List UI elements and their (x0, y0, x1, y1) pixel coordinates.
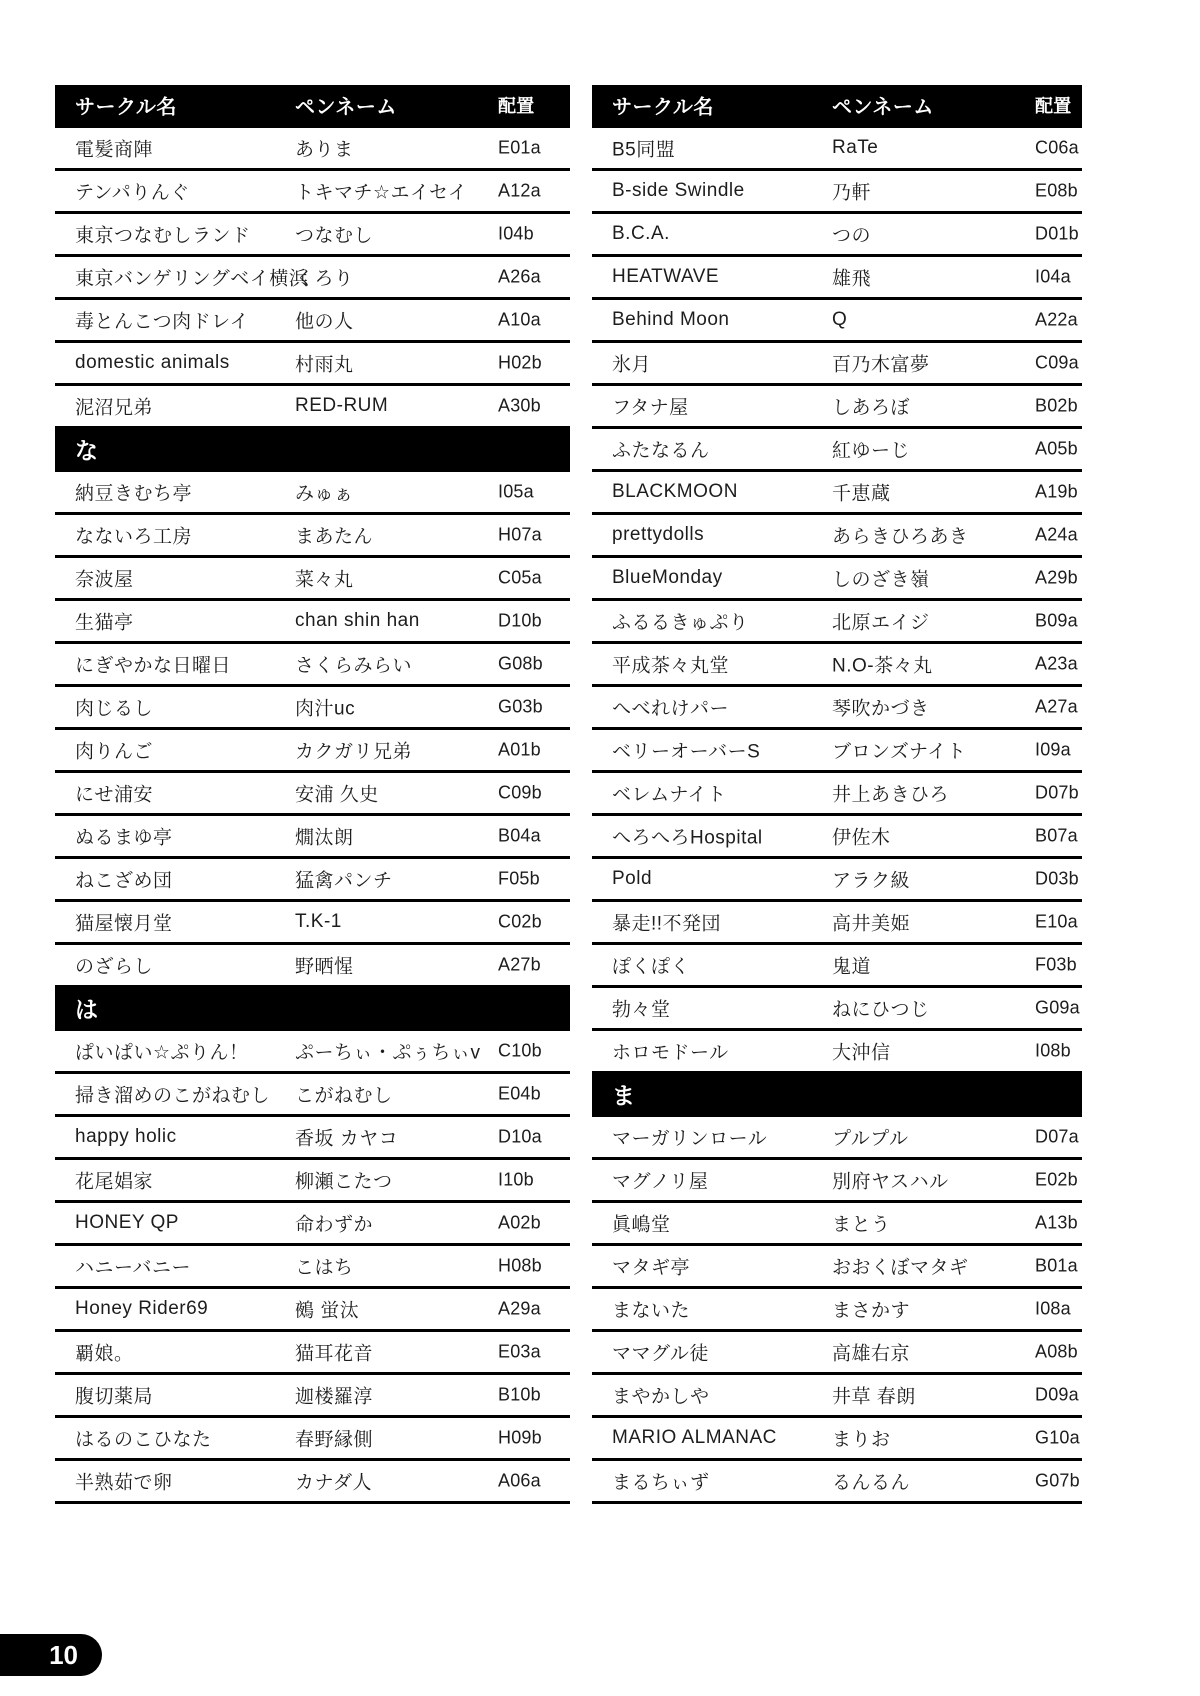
table-row (55, 601, 570, 644)
pen-name-cell: Q (832, 309, 848, 330)
circle-name-cell: Pold (612, 868, 653, 889)
pen-name-cell: おおくぼマタギ (832, 1257, 969, 1279)
placement-cell: E04b (498, 1083, 541, 1104)
pen-name-cell: 百乃木富夢 (832, 354, 930, 376)
circle-name-cell: Honey Rider69 (75, 1298, 209, 1319)
pen-name-cell: 井上あきひろ (832, 784, 950, 806)
table-row (55, 687, 570, 730)
placement-cell: B01a (1035, 1255, 1078, 1276)
placement-cell: B09a (1035, 610, 1078, 631)
pen-name-cell: 鵺 蛍汰 (295, 1300, 360, 1322)
table-row (55, 1246, 570, 1289)
circle-name-cell: 電髪商陣 (75, 139, 154, 161)
circle-name-cell: マーガリンロール (612, 1128, 768, 1150)
table-row (55, 257, 570, 300)
column-header-circle-name: サークル名 (75, 96, 177, 119)
table-row (592, 171, 1082, 214)
circle-name-cell: テンパりんぐ (75, 182, 190, 204)
placement-cell: A22a (1035, 309, 1078, 330)
pen-name-cell: 猛禽パンチ (295, 870, 393, 892)
placement-cell: A05b (1035, 438, 1078, 459)
table-row (55, 300, 570, 343)
pen-name-cell: プルプル (832, 1128, 909, 1150)
circle-name-cell: ベリーオーバーS (612, 741, 761, 763)
pen-name-cell: さくらみらい (295, 655, 413, 677)
placement-cell: B07a (1035, 825, 1078, 846)
pen-name-cell: ねにひつじ (832, 999, 930, 1021)
placement-cell: C10b (498, 1040, 542, 1061)
placement-cell: C09a (1035, 352, 1079, 373)
circle-name-cell: 奈波屋 (75, 569, 134, 591)
placement-cell: D03b (1035, 868, 1079, 889)
placement-cell: E03a (498, 1341, 541, 1362)
table-row (592, 1418, 1082, 1461)
placement-cell: A26a (498, 266, 541, 287)
placement-cell: H02b (498, 352, 542, 373)
pen-name-cell: こがねむし (295, 1085, 393, 1107)
table-row (592, 1246, 1082, 1289)
placement-cell: D10b (498, 610, 542, 631)
placement-cell: I10b (498, 1169, 534, 1190)
pen-name-cell: ありま (295, 139, 354, 161)
table-row (55, 1160, 570, 1203)
table-row (592, 945, 1082, 988)
placement-cell: I08a (1035, 1298, 1071, 1319)
pen-name-cell: 高井美姫 (832, 913, 911, 935)
pen-name-cell: 鬼道 (832, 956, 872, 978)
pen-name-cell: あらきひろあき (832, 526, 969, 548)
placement-cell: A29b (1035, 567, 1078, 588)
circle-name-cell: まやかしや (612, 1386, 710, 1408)
pen-name-cell: こはち (295, 1257, 354, 1279)
circle-name-cell: ぬるまゆ亭 (75, 827, 173, 849)
circle-name-cell: 納豆きむち亭 (75, 483, 193, 505)
table-row (592, 601, 1082, 644)
table-row (55, 730, 570, 773)
placement-cell: A29a (498, 1298, 541, 1319)
table-row (592, 343, 1082, 386)
placement-cell: A10a (498, 309, 541, 330)
placement-cell: H07a (498, 524, 542, 545)
circle-name-cell: BlueMonday (612, 567, 723, 588)
circle-name-cell: 半熟茹で卵 (75, 1472, 173, 1494)
table-row (592, 214, 1082, 257)
pen-name-cell: つなむし (295, 225, 374, 247)
placement-cell: A02b (498, 1212, 541, 1233)
table-row (592, 644, 1082, 687)
table-row (55, 343, 570, 386)
table-row (592, 515, 1082, 558)
pen-name-cell: まりお (832, 1429, 891, 1451)
pen-name-cell: 命わずか (295, 1214, 374, 1236)
pen-name-cell: 雄飛 (832, 268, 872, 290)
table-row (592, 128, 1082, 171)
placement-cell: D01b (1035, 223, 1079, 244)
pen-name-cell: 安浦 久史 (295, 784, 379, 806)
pen-name-cell: 迦楼羅淳 (295, 1386, 374, 1408)
column-header-row (592, 85, 1082, 128)
pen-name-cell: みゅぁ (295, 483, 354, 505)
table-row (592, 988, 1082, 1031)
circle-name-cell: 腹切薬局 (75, 1386, 154, 1408)
table-row (592, 687, 1082, 730)
circle-name-cell: マグノリ屋 (612, 1171, 709, 1193)
placement-cell: A08b (1035, 1341, 1078, 1362)
pen-name-cell: RaTe (832, 137, 879, 158)
circle-name-cell: 平成茶々丸堂 (612, 655, 730, 677)
table-row (592, 1332, 1082, 1375)
table-row (592, 730, 1082, 773)
circle-name-cell: ホロモドール (612, 1042, 729, 1064)
placement-cell: A24a (1035, 524, 1078, 545)
pen-name-cell: RED-RUM (295, 395, 389, 416)
circle-name-cell: まるちぃず (612, 1472, 710, 1494)
table-row (55, 1031, 570, 1074)
circle-name-cell: 東京バンゲリングベイ横浜 (75, 268, 309, 290)
circle-name-cell: BLACKMOON (612, 481, 738, 502)
pen-name-cell: 春野縁側 (295, 1429, 374, 1451)
circle-name-cell: 掃き溜めのこがねむし (75, 1085, 271, 1107)
circle-name-cell: 生猫亭 (75, 612, 134, 634)
section-header-label: は (75, 996, 99, 1023)
pen-name-cell: 野晒惺 (295, 956, 354, 978)
placement-cell: C06a (1035, 137, 1079, 158)
section-header-label: な (75, 437, 99, 464)
pen-name-cell: 村雨丸 (295, 354, 354, 376)
table-row (55, 859, 570, 902)
table-row (55, 1074, 570, 1117)
placement-cell: H09b (498, 1427, 542, 1448)
pen-name-cell: 大沖信 (832, 1042, 891, 1064)
section-header-row (55, 988, 570, 1031)
pen-name-cell: 乃軒 (832, 182, 872, 204)
circle-name-cell: B.C.A. (612, 223, 670, 244)
placement-cell: H08b (498, 1255, 542, 1276)
table-row (55, 515, 570, 558)
circle-name-cell: 氷月 (612, 354, 652, 376)
table-row (55, 902, 570, 945)
circle-name-cell: 肉じるし (75, 698, 154, 720)
column-header-pen-name: ペンネーム (295, 96, 397, 119)
pen-name-cell: つの (832, 225, 872, 247)
pen-name-cell: しのざき嶺 (832, 569, 930, 591)
placement-cell: A27b (498, 954, 541, 975)
placement-cell: I05a (498, 481, 534, 502)
circle-name-cell: ぱいぱい☆ぷりん！ (75, 1042, 249, 1064)
circle-name-cell: フタナ屋 (612, 397, 689, 419)
page-number-badge (0, 1634, 102, 1676)
circle-name-cell: 花尾娼家 (75, 1171, 154, 1193)
circle-name-cell: 東京つなむしランド (75, 225, 251, 247)
table-row (55, 816, 570, 859)
placement-cell: G08b (498, 653, 543, 674)
table-row (55, 1289, 570, 1332)
table-row (55, 472, 570, 515)
placement-cell: E02b (1035, 1169, 1078, 1190)
circle-name-cell: HONEY QP (75, 1212, 179, 1233)
placement-cell: G09a (1035, 997, 1080, 1018)
page-number: 10 (49, 1639, 78, 1670)
table-row (592, 558, 1082, 601)
pen-name-cell: 別府ヤスハル (832, 1171, 949, 1193)
placement-cell: D09a (1035, 1384, 1079, 1405)
pen-name-cell: 香坂 カヤコ (295, 1128, 399, 1150)
placement-cell: B10b (498, 1384, 541, 1405)
pen-name-cell: 紅ゆーじ (832, 440, 911, 462)
placement-cell: D10a (498, 1126, 542, 1147)
circle-name-cell: なないろ工房 (75, 526, 193, 548)
table-row (592, 773, 1082, 816)
table-row (55, 386, 570, 429)
table-row (55, 214, 570, 257)
circle-name-cell: 毒とんこつ肉ドレイ (75, 311, 250, 333)
circle-name-cell: ねこざめ団 (75, 870, 173, 892)
placement-cell: G03b (498, 696, 543, 717)
section-header-row (55, 429, 570, 472)
column-header-placement: 配置 (1035, 96, 1072, 116)
circle-name-cell: 肉りんご (75, 741, 154, 763)
placement-cell: I08b (1035, 1040, 1071, 1061)
table-row (592, 1461, 1082, 1504)
pen-name-cell: るんるん (832, 1472, 911, 1494)
table-row (592, 1160, 1082, 1203)
pen-name-cell: 高雄右京 (832, 1343, 911, 1365)
circle-name-cell: Behind Moon (612, 309, 730, 330)
circle-name-cell: 勃々堂 (612, 999, 671, 1021)
table-row (55, 128, 570, 171)
circle-table-left (55, 85, 570, 1504)
pen-name-cell: 井草 春朗 (832, 1386, 916, 1408)
column-header-pen-name: ペンネーム (832, 96, 934, 119)
pen-name-cell: N.O-茶々丸 (832, 655, 933, 677)
circle-name-cell: ハニーバニー (75, 1257, 192, 1279)
pen-name-cell: まあたん (295, 526, 374, 548)
table-row (592, 472, 1082, 515)
circle-name-cell: マタギ亭 (612, 1257, 691, 1279)
placement-cell: E08b (1035, 180, 1078, 201)
table-row (55, 1117, 570, 1160)
circle-name-cell: domestic animals (75, 352, 230, 373)
placement-cell: A13b (1035, 1212, 1078, 1233)
placement-cell: A06a (498, 1470, 541, 1491)
column-header-placement: 配置 (498, 96, 535, 116)
table-row (55, 1461, 570, 1504)
pen-name-cell: ぷーちぃ・ぷぅちぃv (295, 1042, 481, 1064)
placement-cell: A30b (498, 395, 541, 416)
circle-name-cell: ふたなるん (612, 440, 710, 462)
table-row (592, 257, 1082, 300)
circle-name-cell: ベレムナイト (612, 784, 727, 806)
placement-cell: D07a (1035, 1126, 1079, 1147)
pen-name-cell: まさかす (832, 1300, 911, 1322)
circle-name-cell: にぎやかな日曜日 (75, 655, 232, 677)
column-header-circle-name: サークル名 (612, 96, 714, 119)
circle-name-cell: HEATWAVE (612, 266, 720, 287)
circle-name-cell: prettydolls (612, 524, 705, 545)
circle-name-cell: にせ浦安 (75, 784, 154, 806)
pen-name-cell: 菜々丸 (295, 569, 354, 591)
placement-cell: C02b (498, 911, 542, 932)
circle-name-cell: 覇娘。 (75, 1343, 134, 1365)
pen-name-cell: カナダ人 (295, 1472, 373, 1494)
table-row (55, 1332, 570, 1375)
pen-name-cell: 猫耳花音 (295, 1343, 374, 1365)
placement-cell: I04a (1035, 266, 1071, 287)
column-header-row (55, 85, 570, 128)
pen-name-cell: 肉汁uc (295, 698, 356, 720)
placement-cell: B04a (498, 825, 541, 846)
table-row (592, 902, 1082, 945)
placement-cell: A23a (1035, 653, 1078, 674)
circle-name-cell: 猫屋懐月堂 (75, 913, 173, 935)
table-row (55, 558, 570, 601)
table-row (55, 1203, 570, 1246)
table-row (592, 300, 1082, 343)
table-row (592, 429, 1082, 472)
placement-cell: D07b (1035, 782, 1079, 803)
section-header-label: ま (612, 1082, 636, 1109)
circle-name-cell: happy holic (75, 1126, 177, 1147)
pen-name-cell: まとう (832, 1214, 891, 1236)
pen-name-cell: T.K-1 (295, 911, 342, 932)
placement-cell: A12a (498, 180, 541, 201)
placement-cell: A19b (1035, 481, 1078, 502)
table-row (592, 1117, 1082, 1160)
table-row (592, 1289, 1082, 1332)
placement-cell: F03b (1035, 954, 1077, 975)
table-row (592, 1031, 1082, 1074)
pen-name-cell: ブロンズナイト (832, 741, 967, 763)
table-row (55, 945, 570, 988)
table-row (55, 1375, 570, 1418)
placement-cell: C09b (498, 782, 542, 803)
placement-cell: G07b (1035, 1470, 1080, 1491)
table-row (55, 773, 570, 816)
circle-name-cell: B-side Swindle (612, 180, 745, 201)
pen-name-cell: 北原エイジ (832, 612, 930, 634)
pen-name-cell: 伊佐木 (832, 827, 891, 849)
circle-name-cell: へろへろHospital (612, 827, 763, 849)
placement-cell: G10a (1035, 1427, 1080, 1448)
pen-name-cell: 燗汰朗 (295, 827, 354, 849)
table-row (592, 1203, 1082, 1246)
placement-cell: F05b (498, 868, 540, 889)
pen-name-cell: 柳瀬こたつ (295, 1171, 393, 1193)
circle-name-cell: MARIO ALMANAC (612, 1427, 777, 1448)
table-row (592, 386, 1082, 429)
placement-cell: E10a (1035, 911, 1078, 932)
circle-name-cell: 泥沼兄弟 (75, 397, 154, 419)
table-row (592, 1375, 1082, 1418)
pen-name-cell: 千恵蔵 (832, 483, 891, 505)
pen-name-cell: カクガリ兄弟 (295, 741, 413, 763)
circle-name-cell: はるのこひなた (75, 1429, 212, 1451)
table-row (55, 644, 570, 687)
circle-name-cell: 暴走!!不発団 (612, 913, 722, 935)
circle-name-cell: まないた (612, 1300, 691, 1322)
circle-name-cell: ぽくぽく (612, 956, 691, 978)
placement-cell: E01a (498, 137, 541, 158)
pen-name-cell: 他の人 (295, 311, 354, 333)
circle-table-right (592, 85, 1082, 1504)
placement-cell: A27a (1035, 696, 1078, 717)
placement-cell: B02b (1035, 395, 1078, 416)
table-row (55, 171, 570, 214)
placement-cell: A01b (498, 739, 541, 760)
pen-name-cell: アラク級 (832, 870, 911, 892)
placement-cell: C05a (498, 567, 542, 588)
section-header-row (592, 1074, 1082, 1117)
table-row (592, 816, 1082, 859)
pen-name-cell: トキマチ☆エイセイ (295, 182, 468, 204)
pen-name-cell: しあろぼ (832, 397, 911, 419)
pen-name-cell: chan shin han (295, 610, 420, 631)
pen-name-cell: くろり (295, 268, 354, 290)
circle-name-cell: 眞嶋堂 (612, 1214, 671, 1236)
circle-name-cell: B5同盟 (612, 139, 676, 161)
placement-cell: I09a (1035, 739, 1071, 760)
table-row (55, 1418, 570, 1461)
circle-name-cell: ママグル徒 (612, 1343, 709, 1365)
placement-cell: I04b (498, 223, 534, 244)
circle-name-cell: ふるるきゅぷり (612, 612, 749, 634)
circle-name-cell: のざらし (75, 956, 154, 978)
table-row (592, 859, 1082, 902)
circle-name-cell: へべれけパー (612, 698, 730, 720)
pen-name-cell: 琴吹かづき (832, 698, 930, 720)
